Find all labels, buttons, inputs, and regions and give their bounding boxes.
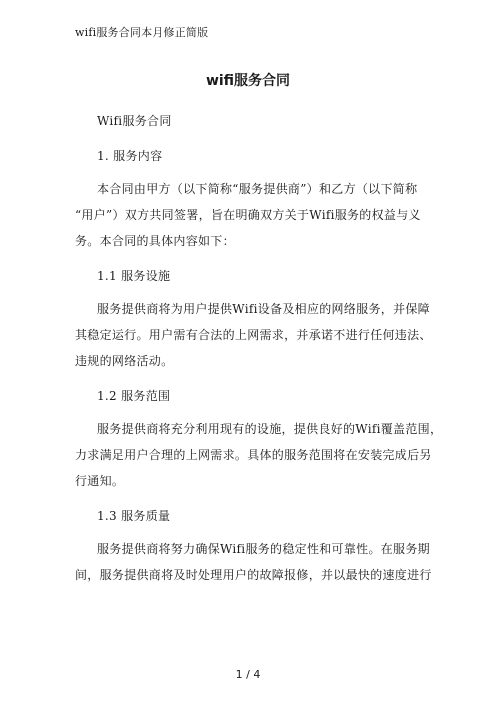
section-heading: 1.3 服务质量 [97, 509, 171, 523]
body-line: 力求满足用户合理的上网需求。具体的服务范围将在安装完成后另 [75, 448, 432, 462]
section-heading: 1.2 服务范围 [97, 389, 171, 403]
body-line: 违规的网络活动。 [75, 354, 174, 368]
page-header: wifi服务合同本月修正简版 [75, 26, 209, 39]
page-number: 1 / 4 [235, 668, 261, 681]
body-line: 其稳定运行。用户需有合法的上网需求，并承诺不进行任何违法、 [75, 328, 432, 342]
body-line: Wifi服务合同 [97, 114, 172, 128]
body-line: 行通知。 [75, 474, 125, 488]
body-line: 服务提供商将为用户提供Wifi设备及相应的网络服务，并保障 [97, 302, 430, 316]
document-title: wifi服务合同 [205, 73, 291, 89]
body-line: 间，服务提供商将及时处理用户的故障报修，并以最快的速度进行 [75, 568, 432, 582]
body-line: 服务提供商将充分利用现有的设施，提供良好的Wifi覆盖范围， [97, 422, 443, 436]
body-line: 务。本合同的具体内容如下： [75, 234, 235, 248]
section-heading: 1. 服务内容 [97, 149, 163, 163]
body-line: 本合同由甲方（以下简称“服务提供商”）和乙方（以下简称 [97, 182, 418, 196]
body-line: 服务提供商将努力确保Wifi服务的稳定性和可靠性。在服务期 [97, 542, 430, 556]
body-line: “用户”）双方共同签署，旨在明确双方关于Wifi服务的权益与义 [75, 208, 421, 222]
section-heading: 1.1 服务设施 [97, 269, 171, 283]
